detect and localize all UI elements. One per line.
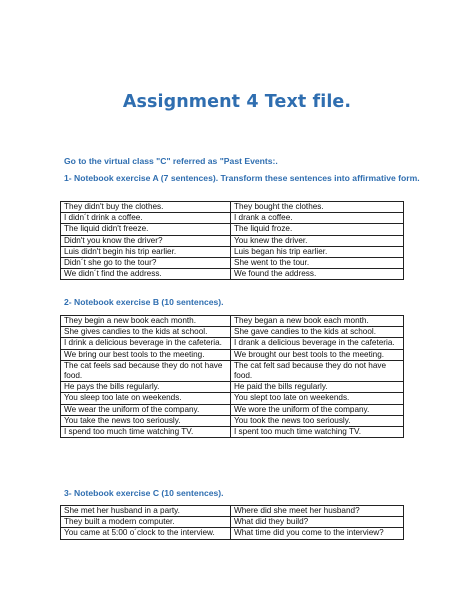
answer-sentence-cell: I spent too much time watching TV. bbox=[231, 427, 404, 438]
original-sentence-cell: She met her husband in a party. bbox=[61, 506, 231, 517]
answer-sentence-cell: They began a new book each month. bbox=[231, 316, 404, 327]
answer-sentence-cell: Luis began his trip earlier. bbox=[231, 246, 404, 257]
answer-sentence-cell: The liquid froze. bbox=[231, 224, 404, 235]
answer-sentence-cell: I drank a delicious beverage in the cafeteria. bbox=[231, 338, 404, 349]
intro-line: Go to the virtual class "C" referred as "Past Events:. bbox=[64, 156, 278, 166]
original-sentence-cell: We bring our best tools to the meeting. bbox=[61, 349, 231, 360]
table-row bbox=[61, 202, 404, 213]
document-title: Assignment 4 Text file. bbox=[122, 92, 352, 112]
exercise-a-heading: 1- Notebook exercise A (7 sentences). Transform these sentences into affirmative form. bbox=[64, 173, 420, 183]
table-row bbox=[61, 415, 404, 426]
table-row bbox=[61, 427, 404, 438]
answer-sentence-cell: They bought the clothes. bbox=[231, 202, 404, 213]
original-sentence-cell: You came at 5:00 o´clock to the interview. bbox=[61, 528, 231, 539]
original-sentence-cell: She gives candies to the kids at school. bbox=[61, 327, 231, 338]
table-row bbox=[61, 506, 404, 517]
table-row bbox=[61, 269, 404, 280]
answer-sentence-cell: She gave candies to the kids at school. bbox=[231, 327, 404, 338]
original-sentence-cell: I drink a delicious beverage in the cafeteria. bbox=[61, 338, 231, 349]
exercise-a-table bbox=[60, 201, 404, 280]
table-row bbox=[61, 316, 404, 327]
table-row bbox=[61, 246, 404, 257]
table-row bbox=[61, 224, 404, 235]
exercise-c-table bbox=[60, 505, 404, 540]
answer-sentence-cell: I drank a coffee. bbox=[231, 213, 404, 224]
answer-sentence-cell: You knew the driver. bbox=[231, 235, 404, 246]
original-sentence-cell: They begin a new book each month. bbox=[61, 316, 231, 327]
answer-sentence-cell: She went to the tour. bbox=[231, 258, 404, 269]
answer-sentence-cell: The cat felt sad because they do not have food. bbox=[231, 360, 404, 381]
exercise-c-rows bbox=[61, 506, 404, 540]
answer-sentence-cell: Where did she meet her husband? bbox=[231, 506, 404, 517]
original-sentence-cell: We wear the uniform of the company. bbox=[61, 404, 231, 415]
answer-sentence-cell: We found the address. bbox=[231, 269, 404, 280]
original-sentence-cell: He pays the bills regularly. bbox=[61, 382, 231, 393]
answer-sentence-cell: You slept too late on weekends. bbox=[231, 393, 404, 404]
exercise-b-heading: 2- Notebook exercise B (10 sentences). bbox=[64, 297, 224, 307]
answer-sentence-cell: We brought our best tools to the meeting. bbox=[231, 349, 404, 360]
table-row bbox=[61, 327, 404, 338]
exercise-b-table bbox=[60, 315, 404, 438]
answer-sentence-cell: What time did you come to the interview? bbox=[231, 528, 404, 539]
answer-sentence-cell: He paid the bills regularly. bbox=[231, 382, 404, 393]
answer-sentence-cell: We wore the uniform of the company. bbox=[231, 404, 404, 415]
table-row bbox=[61, 235, 404, 246]
exercise-a-rows bbox=[61, 202, 404, 280]
table-row bbox=[61, 393, 404, 404]
table-row bbox=[61, 213, 404, 224]
original-sentence-cell: They built a modern computer. bbox=[61, 517, 231, 528]
answer-sentence-cell: You took the news too seriously. bbox=[231, 415, 404, 426]
table-row bbox=[61, 404, 404, 415]
original-sentence-cell: I didn´t drink a coffee. bbox=[61, 213, 231, 224]
exercise-b-rows bbox=[61, 316, 404, 438]
original-sentence-cell: Luis didn't begin his trip earlier. bbox=[61, 246, 231, 257]
original-sentence-cell: Didn´t she go to the tour? bbox=[61, 258, 231, 269]
original-sentence-cell: The liquid didn't freeze. bbox=[61, 224, 231, 235]
original-sentence-cell: They didn't buy the clothes. bbox=[61, 202, 231, 213]
table-row bbox=[61, 517, 404, 528]
table-row bbox=[61, 382, 404, 393]
original-sentence-cell: Didn't you know the driver? bbox=[61, 235, 231, 246]
exercise-c-heading: 3- Notebook exercise C (10 sentences). bbox=[64, 488, 224, 498]
table-row bbox=[61, 349, 404, 360]
answer-sentence-cell: What did they build? bbox=[231, 517, 404, 528]
table-row bbox=[61, 258, 404, 269]
table-row bbox=[61, 528, 404, 539]
original-sentence-cell: The cat feels sad because they do not have food. bbox=[61, 360, 231, 381]
original-sentence-cell: We didn´t find the address. bbox=[61, 269, 231, 280]
original-sentence-cell: You sleep too late on weekends. bbox=[61, 393, 231, 404]
table-row bbox=[61, 338, 404, 349]
original-sentence-cell: You take the news too seriously. bbox=[61, 415, 231, 426]
original-sentence-cell: I spend too much time watching TV. bbox=[61, 427, 231, 438]
table-row bbox=[61, 360, 404, 381]
